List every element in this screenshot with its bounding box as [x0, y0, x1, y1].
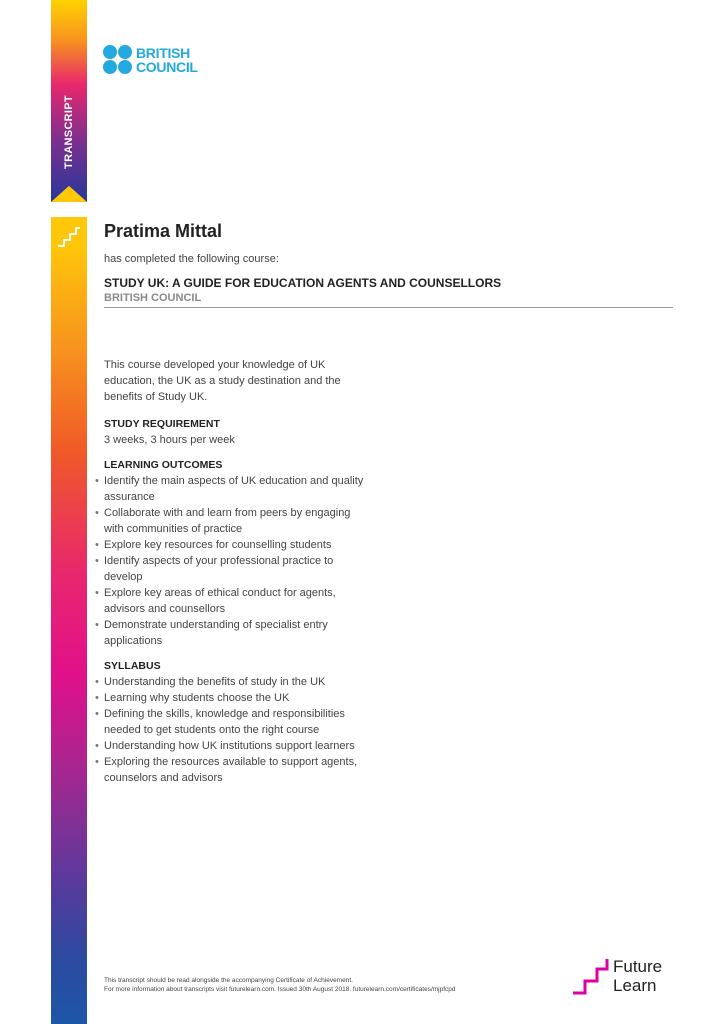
list-item: • Exploring the resources available to support agents, counselors and advisors: [104, 754, 366, 786]
course-title: STUDY UK: A GUIDE FOR EDUCATION AGENTS AND COUNSELLORS: [104, 276, 502, 290]
list-item: • Learning why students choose the UK: [104, 690, 366, 706]
list-item: • Identify the main aspects of UK education and quality assurance: [104, 473, 366, 505]
list-item: • Explore key resources for counselling students: [104, 537, 366, 553]
footer-line-1: This transcript should be read alongside the accompanying Certificate of Achievement.: [104, 977, 353, 984]
list-item: • Defining the skills, knowledge and responsibilities needed to get students onto the right course: [104, 706, 366, 738]
footer-note: [104, 977, 456, 994]
tab-gap: [51, 202, 87, 217]
transcript-tab-label: TRANSCRIPT: [63, 95, 75, 169]
list-item: • Explore key areas of ethical conduct for agents, advisors and counsellors: [104, 585, 366, 617]
learning-outcomes-heading: LEARNING OUTCOMES: [104, 459, 223, 471]
learner-name: Pratima Mittal: [104, 221, 223, 241]
course-organisation: BRITISH COUNCIL: [104, 292, 202, 304]
stairs-icon: [57, 226, 81, 248]
course-description: This course developed your knowledge of UK education, the UK as a study destination and the benefits of Study UK.: [104, 359, 341, 403]
british-council-wordmark: [136, 46, 198, 74]
list-item: • Collaborate with and learn from peers by engaging with communities of practice: [104, 505, 366, 537]
list-item: • Understanding the benefits of study in the UK: [104, 674, 366, 690]
logo-line-1: BRITISH: [136, 44, 190, 61]
divider: [104, 307, 673, 308]
british-council-dots-icon: [103, 45, 132, 74]
futurelearn-logo: [571, 957, 662, 995]
british-council-logo: [103, 45, 198, 74]
syllabus-list: [104, 674, 366, 786]
logo-line-2: COUNCIL: [136, 58, 198, 75]
futurelearn-wordmark: [613, 957, 662, 995]
list-item: • Demonstrate understanding of specialist entry applications: [104, 617, 366, 649]
completion-statement: has completed the following course:: [104, 253, 279, 265]
footer-line-2: For more information about transcripts visit futurelearn.com. Issued 30th August 2018. futurelearn.com/certificates/mjpfcpd: [104, 985, 456, 993]
list-item: • Understanding how UK institutions support learners: [104, 738, 366, 754]
study-requirement-value: 3 weeks, 3 hours per week: [104, 434, 235, 446]
futurelearn-line-2: Learn: [613, 976, 657, 995]
learning-outcomes-list: [104, 473, 366, 649]
futurelearn-line-1: Future: [613, 957, 663, 976]
futurelearn-stairs-icon: [571, 957, 609, 995]
transcript-content: [104, 357, 366, 786]
study-requirement-heading: STUDY REQUIREMENT: [104, 418, 220, 430]
list-item: • Identify aspects of your professional practice to develop: [104, 553, 366, 585]
syllabus-heading: SYLLABUS: [104, 660, 161, 672]
